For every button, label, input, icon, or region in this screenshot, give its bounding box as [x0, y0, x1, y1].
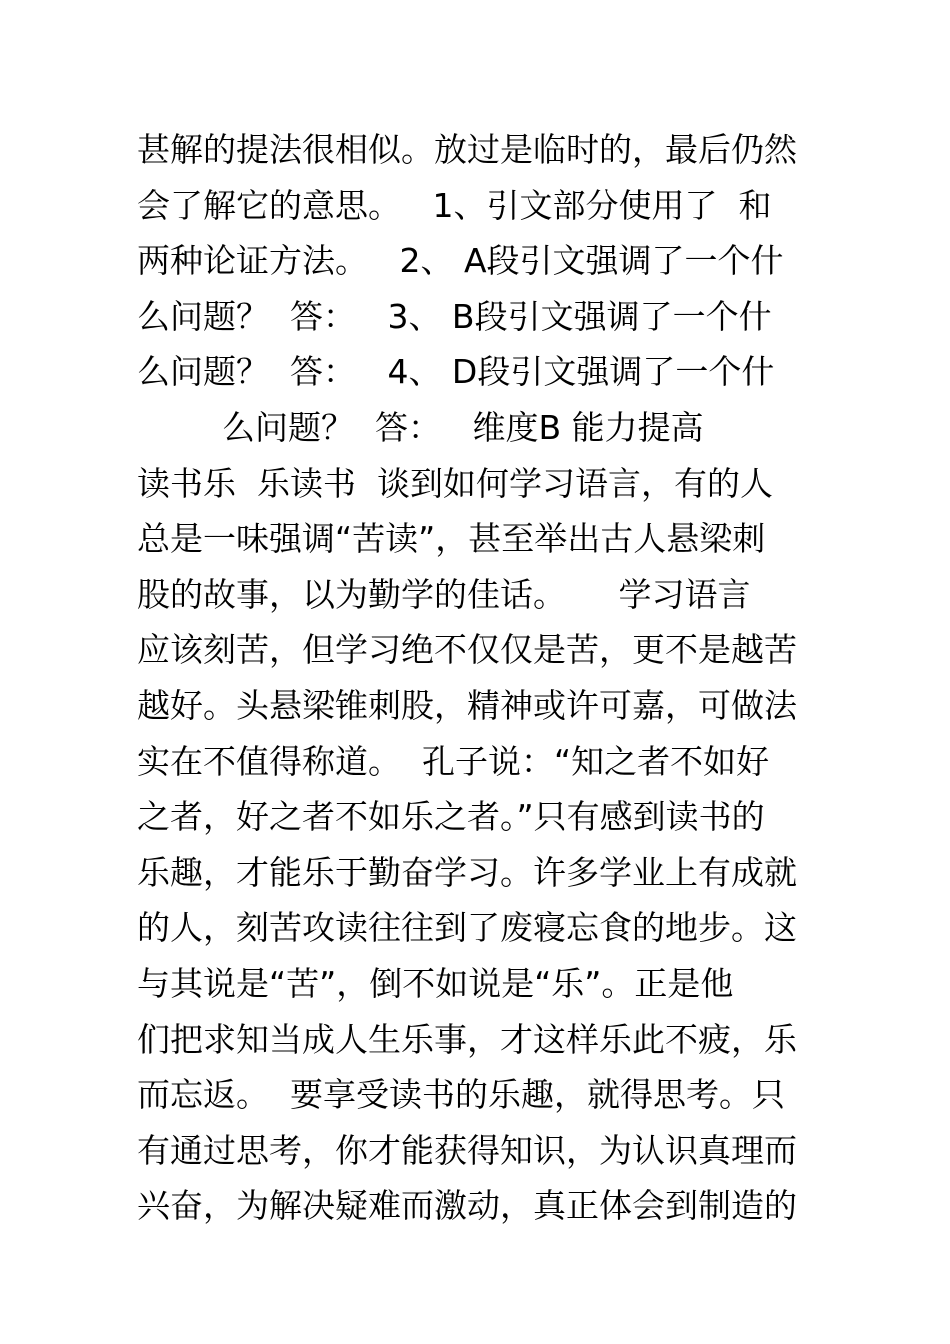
text-line: 实在不值得称道。 孔子说：“知之者不如好: [137, 741, 770, 781]
text-line: 与其说是“苦”，倒不如说是“乐”。正是他: [137, 963, 734, 1003]
text-line: 之者，好之者不如乐之者。”只有感到读书的: [137, 797, 765, 837]
text-line: 么问题？ 答： 维度B 能力提高: [222, 407, 704, 447]
text-line: 乐趣，才能乐于勤奋学习。许多学业上有成就: [137, 852, 797, 892]
text-line: 们把求知当成人生乐事，才这样乐此不疲，乐: [137, 1019, 797, 1059]
text-line: 的人，刻苦攻读往往到了废寝忘食的地步。这: [137, 908, 797, 948]
text-line: 有通过思考，你才能获得知识，为认识真理而: [137, 1130, 797, 1170]
text-line: 两种论证方法。 2、 A段引文强调了一个什: [137, 241, 784, 281]
text-line: 读书乐 乐读书 谈到如何学习语言，有的人: [137, 463, 773, 503]
text-line: 兴奋，为解决疑难而激动，真正体会到制造的: [137, 1186, 797, 1226]
text-line: 会了解它的意思。 1、引文部分使用了 和: [137, 185, 772, 225]
text-line: 越好。头悬梁锥刺股，精神或许可嘉，可做法: [137, 685, 797, 725]
text-line: 么问题？ 答： 3、 B段引文强调了一个什: [137, 296, 772, 336]
body-text: [137, 122, 817, 1234]
text-line: 而忘返。 要享受读书的乐趣，就得思考。只: [137, 1075, 785, 1115]
text-line: 股的故事，以为勤学的佳话。 学习语言: [137, 574, 751, 614]
text-line: 甚解的提法很相似。放过是临时的，最后仍然: [137, 130, 797, 169]
text-line: 应该刻苦，但学习绝不仅仅是苦，更不是越苦: [137, 630, 797, 670]
text-line: 么问题？ 答： 4、 D段引文强调了一个什: [137, 352, 775, 392]
text-line: 总是一味强调“苦读”，甚至举出古人悬梁刺: [137, 519, 766, 559]
